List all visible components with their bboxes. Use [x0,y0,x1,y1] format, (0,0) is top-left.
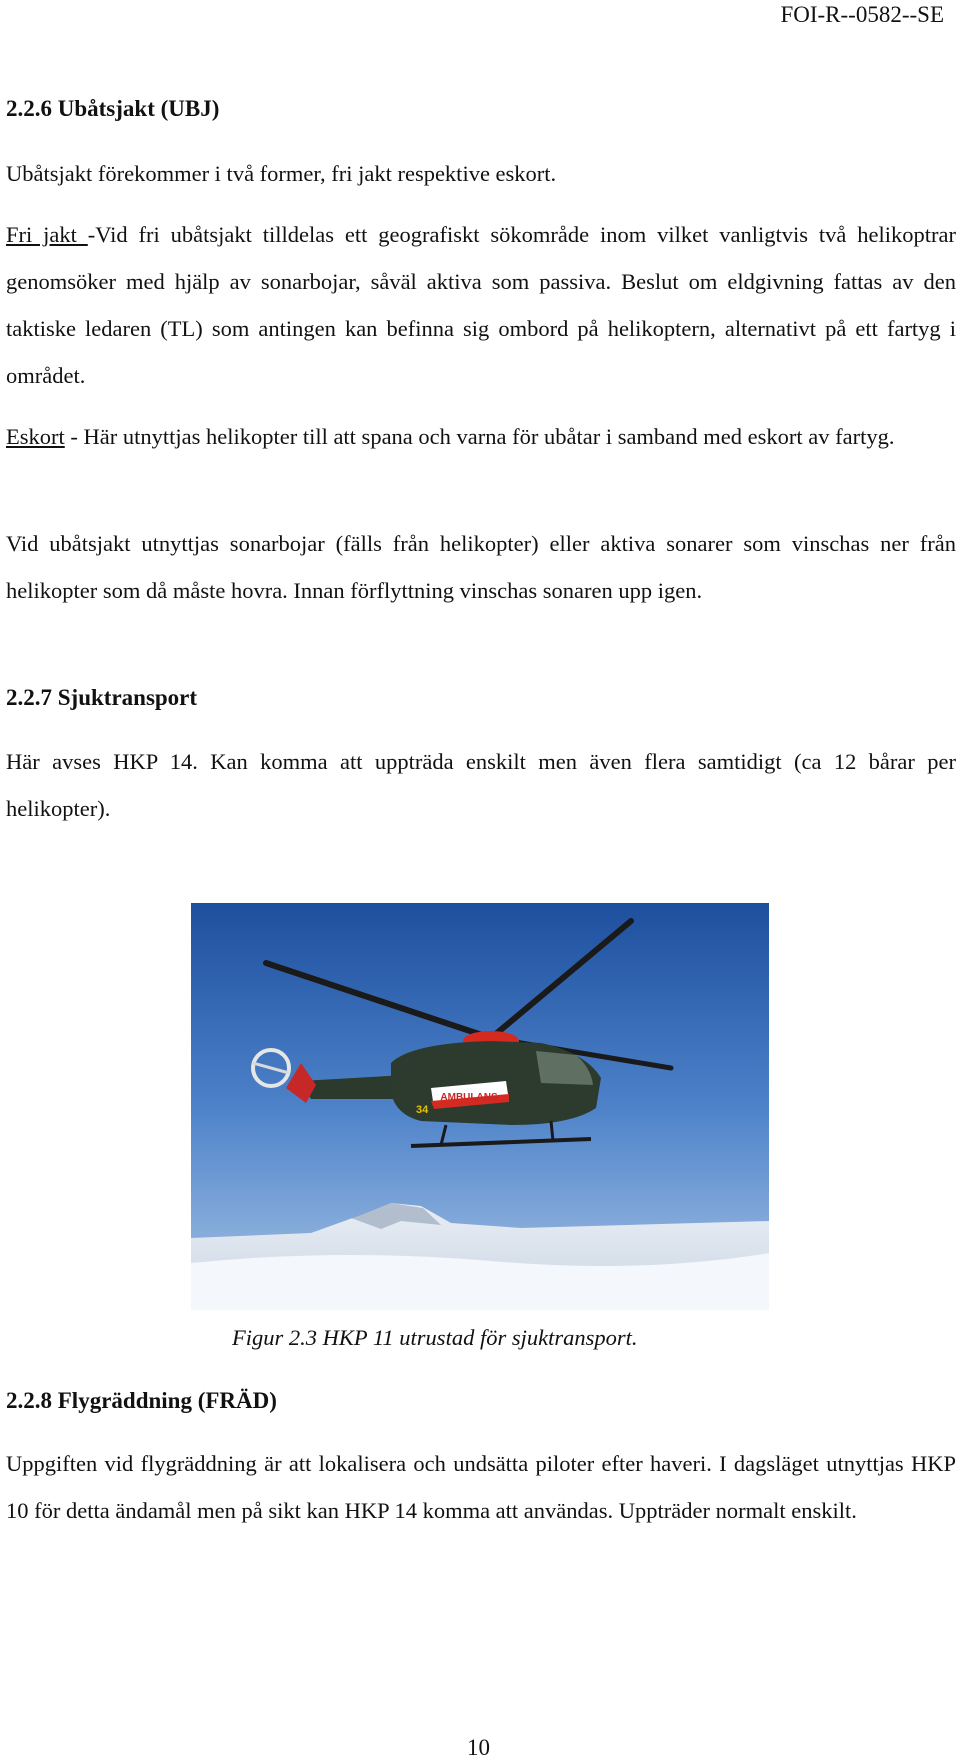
tail-number: 34 [416,1104,429,1116]
figure-caption: Figur 2.3 HKP 11 utrustad för sjuktransport. [232,1325,638,1350]
paragraph-sjuktransport: Här avses HKP 14. Kan komma att uppträda enskilt men även flera samtidigt (ca 12 bårar per helikopter). [6,749,956,821]
term-fri-jakt: Fri jakt [6,222,88,247]
paragraph-sonar: Vid ubåtsjakt utnyttjas sonarbojar (fälls från helikopter) eller aktiva sonarer som vinschas ner från helikopter som då måste hovra. Innan förflyttning vinschas sonaren upp igen. [6,531,956,603]
section-heading-flygraddning: 2.2.8 Flygräddning (FRÄD) [6,1388,277,1413]
figure-helicopter-photo [191,903,769,1310]
paragraph-ubj-intro: Ubåtsjakt förekommer i två former, fri jakt respektive eskort. [6,161,557,186]
ambulance-label: AMBULANS [440,1092,498,1103]
helicopter-photo [191,903,769,1310]
fri-jakt-text: -Vid fri ubåtsjakt tilldelas ett geografiskt sökområde inom vilket vanligtvis två helikoptrar genomsöker med hjälp av sonarbojar, såväl aktiva som passiva. Beslut om eldgivning fattas av den taktiske ledaren (TL) som antingen kan befinna sig ombord på helikoptern, alternativt på ett fartyg i området. [6,222,957,388]
paragraph-eskort [6,413,956,460]
page-number: 10 [467,1735,490,1760]
eskort-text: - Här utnyttjas helikopter till att spana och varna för ubåtar i samband med eskort av fartyg. [64,424,895,449]
paragraph-flygraddning: Uppgiften vid flygräddning är att lokalisera och undsätta piloter efter haveri. I dagsläget utnyttjas HKP 10 för detta ändamål men på sikt kan HKP 14 komma att användas. Uppträder normalt enskilt. [6,1451,956,1523]
section-heading-ubj: 2.2.6 Ubåtsjakt (UBJ) [6,96,220,121]
term-eskort: Eskort [6,424,65,449]
paragraph-fri-jakt [6,211,956,399]
document-id: FOI-R--0582--SE [780,2,944,27]
section-heading-sjuktransport: 2.2.7 Sjuktransport [6,685,198,710]
